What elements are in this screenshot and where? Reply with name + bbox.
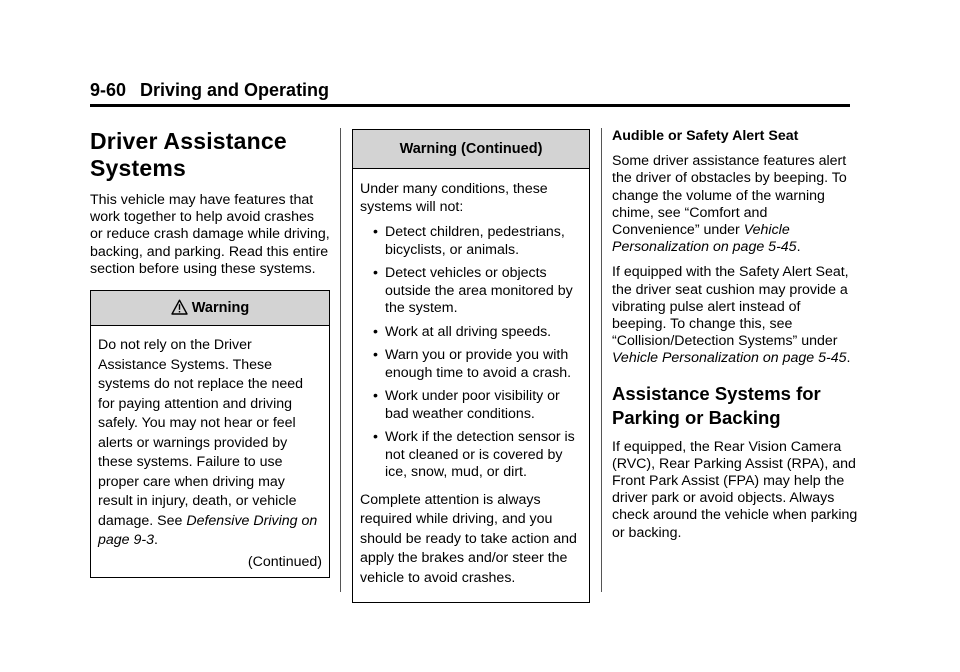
page-header [90, 80, 850, 101]
list-item: • Warn you or provide you with enough time to avoid a crash. [373, 347, 572, 381]
list-item: • Work under poor visibility or bad weather conditions. [373, 388, 560, 422]
bullet-icon: • [373, 388, 378, 404]
warning-box [90, 290, 330, 578]
bullet-icon: • [373, 429, 378, 445]
paragraph-safety-seat: If equipped with the Safety Alert Seat, the driver seat cushion may provide a vibrating pulse alert instead of beeping. To change this, see “Collision/Detection Systems” under Vehicle Personalization on page 5-45. [612, 264, 851, 367]
column-2 [352, 128, 590, 603]
intro-paragraph: This vehicle may have features that work together to help avoid crashes or reduce crash damage while driving, backing, and parking. Read this entire section before using these systems. [90, 192, 330, 277]
list-item: • Work at all driving speeds. [373, 323, 552, 340]
page-reference: Vehicle Personalization on page 5-45 [612, 222, 797, 256]
warning-continued-header: Warning (Continued) [353, 130, 589, 169]
bullet-icon: • [373, 224, 378, 240]
column-divider-2 [601, 128, 602, 592]
warning-text-end: . [154, 532, 158, 549]
warning-triangle-icon [171, 294, 188, 328]
list-item: • Detect children, pedestrians, bicyclists, or animals. [373, 224, 565, 258]
section-heading-2: Assistance Systems for Parking or Backing [612, 382, 821, 428]
warning-header [91, 291, 329, 326]
warning-body [91, 326, 329, 577]
subheading: Audible or Safety Alert Seat [612, 128, 799, 144]
paragraph-chime: Some driver assistance features alert the driver of obstacles by beeping. To change the volume of the warning chime, see “Comfort and Convenience” under Vehicle Personalization on page 5-45. [612, 153, 847, 256]
warning-lead: Under many conditions, these systems will not: [360, 181, 548, 215]
warning-text: Do not rely on the Driver Assistance Systems. These systems do not replace the need for paying attention and driving safely. You may not hear or feel alerts or warnings provided by these systems. Failure to use proper care when driving may result in injury, death, or vehicle damage. See [98, 337, 304, 529]
continued-note: (Continued) [247, 553, 322, 570]
column-3 [612, 128, 858, 550]
section-title: Driving and Operating [140, 80, 330, 100]
warning-tail: Complete attention is always required while driving, and you should be ready to take action and apply the brakes and/or steer the vehicle to avoid crashes. [360, 491, 577, 586]
page-reference: Vehicle Personalization on page 5-45 [612, 350, 847, 367]
column-1 [90, 128, 330, 578]
warning-page-reference: Defensive Driving on page 9-3 [98, 512, 318, 549]
page-number: 9-60 [90, 80, 127, 100]
header-text [90, 80, 850, 101]
bullet-icon: • [373, 265, 378, 281]
list-item: • Detect vehicles or objects outside the area monitored by the system. [373, 265, 573, 316]
section-heading: Driver Assistance Systems [90, 128, 287, 181]
warning-box-continued [352, 129, 590, 603]
bullet-icon: • [373, 347, 378, 363]
header-rule [90, 104, 850, 107]
list-item: • Work if the detection sensor is not cleaned or is covered by ice, snow, mud, or dirt. [373, 429, 575, 480]
warning-continued-body [353, 169, 589, 602]
warning-bullet-list [360, 224, 582, 482]
column-divider-1 [340, 128, 341, 592]
bullet-icon: • [373, 323, 378, 340]
warning-title: Warning [191, 300, 250, 317]
paragraph-parking: If equipped, the Rear Vision Camera (RVC), Rear Parking Assist (RPA), and Front Park Assist (FPA) may help the driver park or avoid objects. Always check around the vehicle when parking or backing. [612, 438, 858, 541]
